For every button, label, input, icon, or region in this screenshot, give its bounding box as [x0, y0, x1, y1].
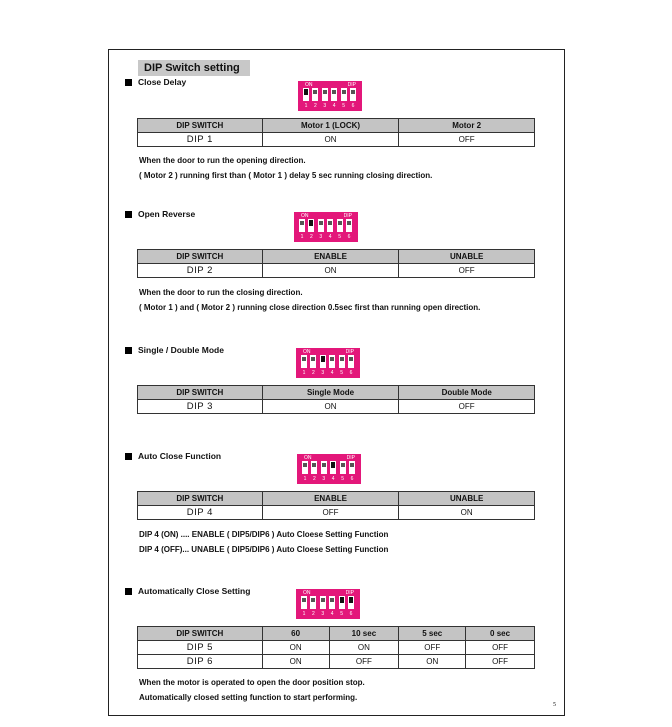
- dip-switch-toggle: [310, 596, 316, 609]
- section-heading-label: Automatically Close Setting: [138, 586, 251, 596]
- table-header-cell: ENABLE: [262, 250, 399, 264]
- section-heading-label: Single / Double Mode: [138, 345, 224, 355]
- note-text: Automatically closed setting function to start performing.: [139, 693, 358, 702]
- table-cell: DIP 1: [138, 133, 263, 147]
- dip-switch-toggle: [303, 88, 309, 101]
- dip-switch-knob: [351, 90, 355, 94]
- dip-switch-number: 2: [313, 476, 316, 482]
- table-header-cell: Motor 2: [399, 119, 535, 133]
- dip-switch-number: 4: [331, 476, 335, 482]
- table-cell: DIP 5: [138, 641, 263, 655]
- table-header-row: [138, 627, 535, 641]
- note-text: ( Motor 2 ) running first than ( Motor 1 ) delay 5 sec running closing direction.: [139, 171, 433, 180]
- dip-switch-knob: [321, 356, 325, 362]
- dip-switch-number: 4: [332, 103, 336, 109]
- section-heading-label: Auto Close Function: [138, 451, 222, 461]
- table-header-cell: 0 sec: [466, 627, 535, 641]
- table-cell: DIP 4: [138, 506, 263, 520]
- dip-table-close-delay: [137, 118, 535, 147]
- dip-switch-knob: [300, 221, 304, 225]
- dip-label: DIP: [345, 349, 354, 355]
- dip-switch-knob: [311, 357, 315, 361]
- section-heading-auto-close-function: [125, 451, 221, 461]
- dip-switch-toggle: [299, 219, 305, 232]
- dip-label: DIP: [345, 590, 354, 596]
- table-header-cell: Single Mode: [262, 386, 399, 400]
- dip-switch-knob: [340, 597, 344, 603]
- dip-switch-toggle: [321, 461, 327, 474]
- dip-switch-number: 6: [351, 103, 355, 109]
- dip-on-label: ON: [303, 590, 311, 596]
- table-header-cell: Motor 1 (LOCK): [262, 119, 399, 133]
- table-header-cell: ENABLE: [262, 492, 399, 506]
- note-text: When the door to run the closing direction.: [139, 288, 303, 297]
- table-cell: DIP 2: [138, 264, 263, 278]
- table-header-cell: 5 sec: [399, 627, 466, 641]
- dip-switch-knob: [323, 90, 327, 94]
- dip-switch-diagram: [298, 81, 362, 111]
- section-heading-automatically-close-setting: [125, 586, 250, 596]
- dip-switch-knob: [330, 357, 334, 361]
- dip-switch-knob: [332, 90, 336, 94]
- table-header-row: [138, 386, 535, 400]
- dip-switch-number: 6: [349, 611, 353, 617]
- dip-switch-number: 5: [340, 370, 343, 376]
- table-header-cell: DIP SWITCH: [138, 250, 263, 264]
- table-cell: OFF: [399, 264, 535, 278]
- table-header-cell: UNABLE: [399, 492, 535, 506]
- dip-switch-number: 5: [341, 476, 344, 482]
- table-header-cell: DIP SWITCH: [138, 627, 263, 641]
- note-text: When the door to run the opening direction.: [139, 156, 306, 165]
- dip-switch-knob: [319, 221, 323, 225]
- dip-switch-number: 2: [314, 103, 317, 109]
- dip-switch-number: 3: [321, 370, 325, 376]
- table-cell: OFF: [466, 655, 535, 669]
- table-cell: OFF: [399, 641, 466, 655]
- dip-switch-knob: [328, 221, 332, 225]
- dip-switch-number: 4: [328, 234, 332, 240]
- dip-switch-toggle: [339, 596, 345, 609]
- table-header-cell: 10 sec: [329, 627, 399, 641]
- dip-on-label: ON: [303, 349, 311, 355]
- table-cell: ON: [399, 655, 466, 669]
- dip-label: DIP: [347, 82, 356, 88]
- dip-switch-number: 1: [300, 234, 304, 240]
- dip-switch-knob: [347, 221, 351, 225]
- table-header-row: [138, 119, 535, 133]
- dip-switch-toggle: [331, 88, 337, 101]
- bullet-square-icon: [125, 211, 132, 218]
- note-text: When the motor is operated to open the door position stop.: [139, 678, 365, 687]
- table-cell: DIP 3: [138, 400, 263, 414]
- dip-label: DIP: [343, 213, 352, 219]
- dip-table-auto-close-function: [137, 491, 535, 520]
- dip-switch-toggle: [330, 461, 336, 474]
- dip-switch-knob: [303, 463, 307, 467]
- section-heading-single-double-mode: [125, 345, 224, 355]
- section-heading-label: Close Delay: [138, 77, 187, 87]
- dip-switch-knob: [349, 597, 353, 603]
- dip-switch-knob: [313, 90, 317, 94]
- bullet-square-icon: [125, 347, 132, 354]
- dip-switch-number: 5: [338, 234, 341, 240]
- table-row: [138, 133, 535, 147]
- dip-switch-toggle: [302, 461, 308, 474]
- dip-switch-number: 1: [302, 370, 306, 376]
- bullet-square-icon: [125, 453, 132, 460]
- dip-switch-knob: [302, 598, 306, 602]
- dip-switch-toggle: [346, 219, 352, 232]
- dip-switch-knob: [312, 463, 316, 467]
- dip-switch-knob: [349, 357, 353, 361]
- dip-switch-toggle: [312, 88, 318, 101]
- dip-switch-knob: [304, 89, 308, 95]
- dip-switch-number: 3: [321, 611, 325, 617]
- bullet-square-icon: [125, 588, 132, 595]
- dip-switch-knob: [311, 598, 315, 602]
- dip-on-label: ON: [304, 455, 312, 461]
- dip-switch-knob: [309, 220, 313, 226]
- dip-switch-knob: [321, 598, 325, 602]
- table-cell: OFF: [399, 133, 535, 147]
- dip-switch-toggle: [348, 596, 354, 609]
- table-cell: ON: [262, 655, 329, 669]
- dip-switch-diagram: [296, 589, 360, 619]
- dip-switch-toggle: [310, 355, 316, 368]
- dip-switch-number: 1: [303, 476, 307, 482]
- dip-switch-number: 3: [322, 476, 326, 482]
- table-row: [138, 400, 535, 414]
- table-cell: ON: [262, 641, 329, 655]
- dip-switch-number: 5: [340, 611, 343, 617]
- table-header-cell: UNABLE: [399, 250, 535, 264]
- bullet-square-icon: [125, 79, 132, 86]
- dip-switch-knob: [331, 462, 335, 468]
- dip-switch-toggle: [329, 596, 335, 609]
- table-cell: ON: [262, 133, 399, 147]
- table-cell: OFF: [329, 655, 399, 669]
- dip-switch-toggle: [301, 596, 307, 609]
- dip-switch-number: 2: [312, 370, 315, 376]
- dip-switch-toggle: [320, 355, 326, 368]
- table-cell: OFF: [399, 400, 535, 414]
- table-header-cell: Double Mode: [399, 386, 535, 400]
- section-heading-open-reverse: [125, 209, 195, 219]
- dip-switch-toggle: [311, 461, 317, 474]
- table-cell: OFF: [262, 506, 399, 520]
- page-number: 5: [553, 702, 556, 708]
- section-heading-close-delay: [125, 77, 186, 87]
- table-header-cell: DIP SWITCH: [138, 386, 263, 400]
- dip-switch-number: 1: [302, 611, 306, 617]
- table-header-cell: DIP SWITCH: [138, 492, 263, 506]
- dip-switch-toggle: [329, 355, 335, 368]
- table-header-cell: DIP SWITCH: [138, 119, 263, 133]
- dip-switch-toggle: [301, 355, 307, 368]
- dip-table-automatically-close-setting: [137, 626, 535, 669]
- note-text: ( Motor 1 ) and ( Motor 2 ) running close direction 0.5sec first than running open direction.: [139, 303, 481, 312]
- dip-switch-knob: [341, 463, 345, 467]
- dip-switch-number: 3: [323, 103, 327, 109]
- dip-switch-toggle: [348, 355, 354, 368]
- dip-switch-number: 3: [319, 234, 323, 240]
- dip-switch-number: 1: [304, 103, 308, 109]
- table-row: [138, 655, 535, 669]
- dip-switch-number: 6: [350, 476, 354, 482]
- dip-switch-knob: [350, 463, 354, 467]
- dip-switch-number: 2: [310, 234, 313, 240]
- section-heading-label: Open Reverse: [138, 209, 196, 219]
- dip-on-label: ON: [305, 82, 313, 88]
- table-row: [138, 641, 535, 655]
- dip-switch-diagram: [297, 454, 361, 484]
- dip-switch-diagram: [294, 212, 358, 242]
- dip-switch-toggle: [341, 88, 347, 101]
- dip-switch-toggle: [318, 219, 324, 232]
- table-header-cell: 60: [262, 627, 329, 641]
- dip-switch-knob: [302, 357, 306, 361]
- dip-switch-toggle: [327, 219, 333, 232]
- dip-table-open-reverse: [137, 249, 535, 278]
- table-cell: OFF: [466, 641, 535, 655]
- table-cell: ON: [262, 400, 399, 414]
- dip-switch-toggle: [339, 355, 345, 368]
- dip-switch-number: 2: [312, 611, 315, 617]
- dip-switch-number: 6: [347, 234, 351, 240]
- dip-switch-toggle: [308, 219, 314, 232]
- table-cell: DIP 6: [138, 655, 263, 669]
- note-text: DIP 4 (OFF)... UNABLE ( DIP5/DIP6 ) Auto Cloese Setting Function: [139, 545, 389, 554]
- page-title: DIP Switch setting: [138, 60, 250, 76]
- table-cell: ON: [329, 641, 399, 655]
- dip-switch-knob: [322, 463, 326, 467]
- dip-label: DIP: [346, 455, 355, 461]
- dip-switch-diagram: [296, 348, 360, 378]
- dip-switch-knob: [342, 90, 346, 94]
- dip-switch-toggle: [349, 461, 355, 474]
- dip-switch-knob: [340, 357, 344, 361]
- table-cell: ON: [262, 264, 399, 278]
- dip-switch-number: 4: [330, 370, 334, 376]
- dip-switch-number: 6: [349, 370, 353, 376]
- table-row: [138, 506, 535, 520]
- dip-switch-knob: [330, 598, 334, 602]
- note-text: DIP 4 (ON) .... ENABLE ( DIP5/DIP6 ) Auto Cloese Setting Function: [139, 530, 389, 539]
- dip-switch-number: 5: [342, 103, 345, 109]
- dip-switch-toggle: [337, 219, 343, 232]
- dip-switch-toggle: [350, 88, 356, 101]
- dip-switch-knob: [338, 221, 342, 225]
- table-cell: ON: [399, 506, 535, 520]
- dip-table-single-double-mode: [137, 385, 535, 414]
- table-header-row: [138, 250, 535, 264]
- table-row: [138, 264, 535, 278]
- dip-on-label: ON: [301, 213, 309, 219]
- table-header-row: [138, 492, 535, 506]
- dip-switch-toggle: [340, 461, 346, 474]
- dip-switch-toggle: [320, 596, 326, 609]
- dip-switch-toggle: [322, 88, 328, 101]
- dip-switch-number: 4: [330, 611, 334, 617]
